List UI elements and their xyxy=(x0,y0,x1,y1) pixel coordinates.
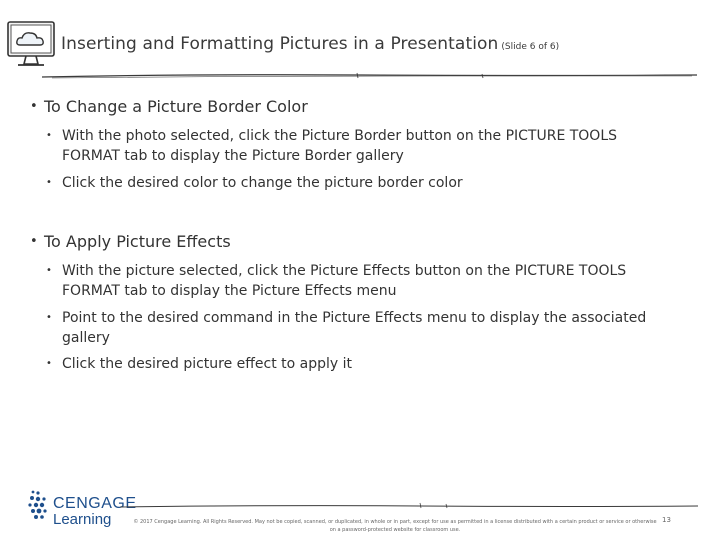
svg-text:Learning: Learning xyxy=(53,511,112,528)
page-title: Inserting and Formatting Pictures in a Presentation xyxy=(61,34,499,54)
bullet-icon: • xyxy=(46,177,52,188)
bullet-icon: • xyxy=(46,312,52,323)
list-item: • With the photo selected, click the Picture Border button on the PICTURE TOOLS FORMAT tab to display the Picture Border gallery xyxy=(46,128,618,164)
copyright-notice: © 2017 Cengage Learning. All Rights Reserved. May not be copied, scanned, or duplicated, in whole or in part, except for use as permitted in a license distributed with a certain product or service or otherwise on a password-protected website for classroom use. xyxy=(133,519,657,533)
bullet-icon: • xyxy=(30,99,38,114)
list-item: • Click the desired color to change the picture border color xyxy=(46,175,463,191)
bullet-icon: • xyxy=(46,358,52,369)
svg-text:CENGAGE: CENGAGE xyxy=(53,495,137,512)
list-item: • With the picture selected, click the Picture Effects button on the PICTURE TOOLS FORMAT tab to display the Picture Effects menu xyxy=(46,263,627,299)
page-number: 13 xyxy=(662,516,671,524)
list-item: • Point to the desired command in the Picture Effects menu to display the associated gallery xyxy=(46,310,647,346)
footer-rule xyxy=(120,494,698,514)
bullet-icon: • xyxy=(30,234,38,249)
list-item: • Click the desired picture effect to apply it xyxy=(46,356,353,372)
page-subtitle: (Slide 6 of 6) xyxy=(501,42,560,52)
bullet-icon: • xyxy=(46,265,52,276)
slide-content: • To Change a Picture Border Color • With the photo selected, click the Picture Border button on the PICTURE TOOLS FORMAT tab to display the Picture Border gallery • Click the desired color to change the picture border color • To Apply Picture Effects • With the picture selected, click the Picture Effects button on the PICTURE TOOLS FORMAT tab to display the Picture Effects menu • Point to the desired command in the Picture Effects menu to display the associated gallery • Click the desired picture effect to apply it xyxy=(0,0,720,540)
bullet-icon: • xyxy=(46,130,52,141)
cengage-logo-icon xyxy=(28,491,46,519)
